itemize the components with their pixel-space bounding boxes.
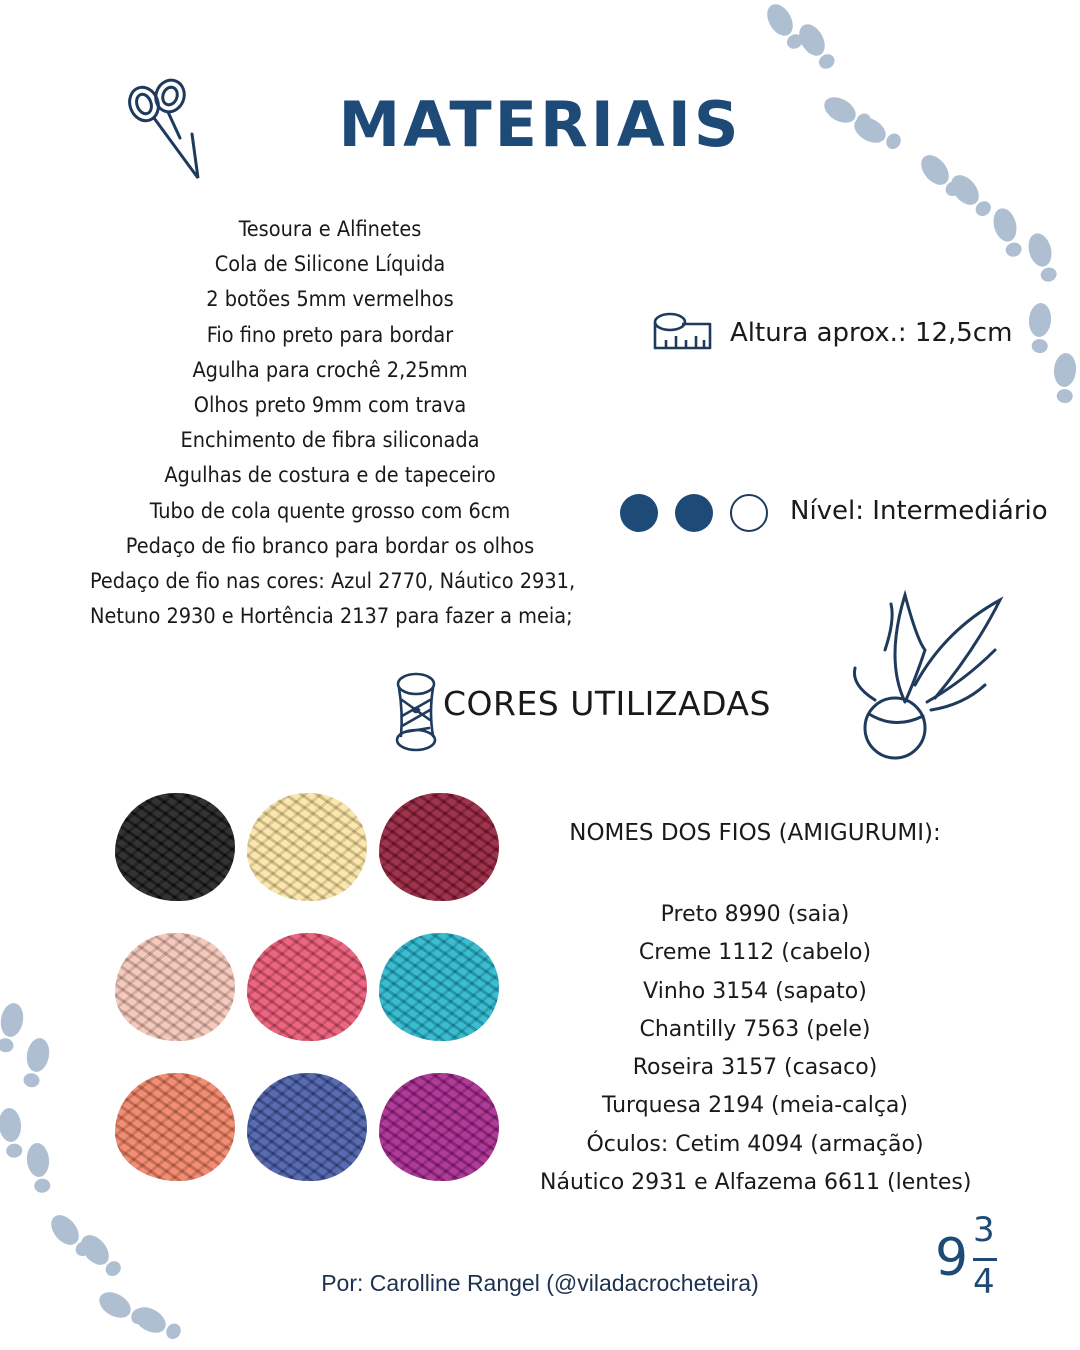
- material-item: Netuno 2930 e Hortência 2137 para fazer a meia;: [90, 604, 573, 630]
- yarn-name-item: Náutico 2931 e Alfazema 6611 (lentes): [540, 1170, 972, 1196]
- level-label: Nível: Intermediário: [790, 496, 1048, 526]
- level-indicator: [620, 494, 770, 534]
- material-item: Enchimento de fibra siliconada: [180, 428, 480, 454]
- level-dot-filled: [620, 494, 658, 532]
- yarn-swatch: [115, 1073, 235, 1181]
- yarn-name-item: Creme 1112 (cabelo): [638, 940, 872, 966]
- cores-title: CORES UTILIZADAS: [443, 684, 771, 723]
- yarn-names-title: NOMES DOS FIOS (AMIGURUMI):: [569, 820, 941, 846]
- footprints-icon: [740, 0, 1080, 420]
- logo-whole: 9: [935, 1228, 969, 1288]
- yarn-names-list: [540, 896, 970, 1202]
- platform-logo: [935, 1210, 1005, 1316]
- measuring-tape-icon: [652, 310, 714, 356]
- logo-numerator: 3: [973, 1210, 995, 1250]
- material-item: Cola de Silicone Líquida: [214, 252, 446, 278]
- yarn-swatch: [247, 1073, 367, 1181]
- material-item: Tubo de cola quente grosso com 6cm: [149, 498, 511, 524]
- winged-snitch-icon: [845, 590, 1005, 765]
- height-label: Altura aprox.: 12,5cm: [730, 318, 1013, 348]
- page-title: MATERIAIS: [338, 88, 742, 161]
- material-item: Pedaço de fio branco para bordar os olhos: [125, 533, 535, 559]
- material-item: Pedaço de fio nas cores: Azul 2770, Náutico 2931,: [90, 569, 576, 595]
- logo-denominator: 4: [973, 1262, 995, 1302]
- yarn-name-item: Roseira 3157 (casaco): [632, 1055, 878, 1081]
- yarn-swatch: [247, 933, 367, 1041]
- yarn-swatch: [247, 793, 367, 901]
- credit-line: Por: Carolline Rangel (@viladacrocheteira): [321, 1270, 759, 1296]
- material-item: 2 botões 5mm vermelhos: [206, 287, 454, 313]
- yarn-swatch: [379, 793, 499, 901]
- yarn-name-item: Turquesa 2194 (meia-calça): [602, 1093, 908, 1119]
- materials-list: [90, 212, 576, 634]
- level-dot-filled: [675, 494, 713, 532]
- yarn-name-item: Vinho 3154 (sapato): [643, 978, 867, 1004]
- yarn-swatch: [115, 933, 235, 1041]
- yarn-name-item: Óculos: Cetim 4094 (armação): [586, 1131, 924, 1157]
- material-item: Agulha para crochê 2,25mm: [192, 357, 468, 383]
- yarn-name-item: Chantilly 7563 (pele): [639, 1016, 871, 1042]
- yarn-swatch-grid: [115, 793, 515, 1183]
- material-item: Fio fino preto para bordar: [206, 322, 454, 348]
- material-item: Tesoura e Alfinetes: [238, 217, 422, 242]
- material-item: Olhos preto 9mm com trava: [193, 393, 467, 419]
- yarn-ball-icon: [393, 670, 439, 754]
- fraction-bar: [973, 1258, 997, 1261]
- material-item: Agulhas de costura e de tapeceiro: [164, 463, 496, 489]
- yarn-swatch: [379, 933, 499, 1041]
- yarn-name-item: Preto 8990 (saia): [660, 902, 850, 927]
- level-dot-empty: [730, 494, 768, 532]
- yarn-swatch: [115, 793, 235, 901]
- yarn-swatch: [379, 1073, 499, 1181]
